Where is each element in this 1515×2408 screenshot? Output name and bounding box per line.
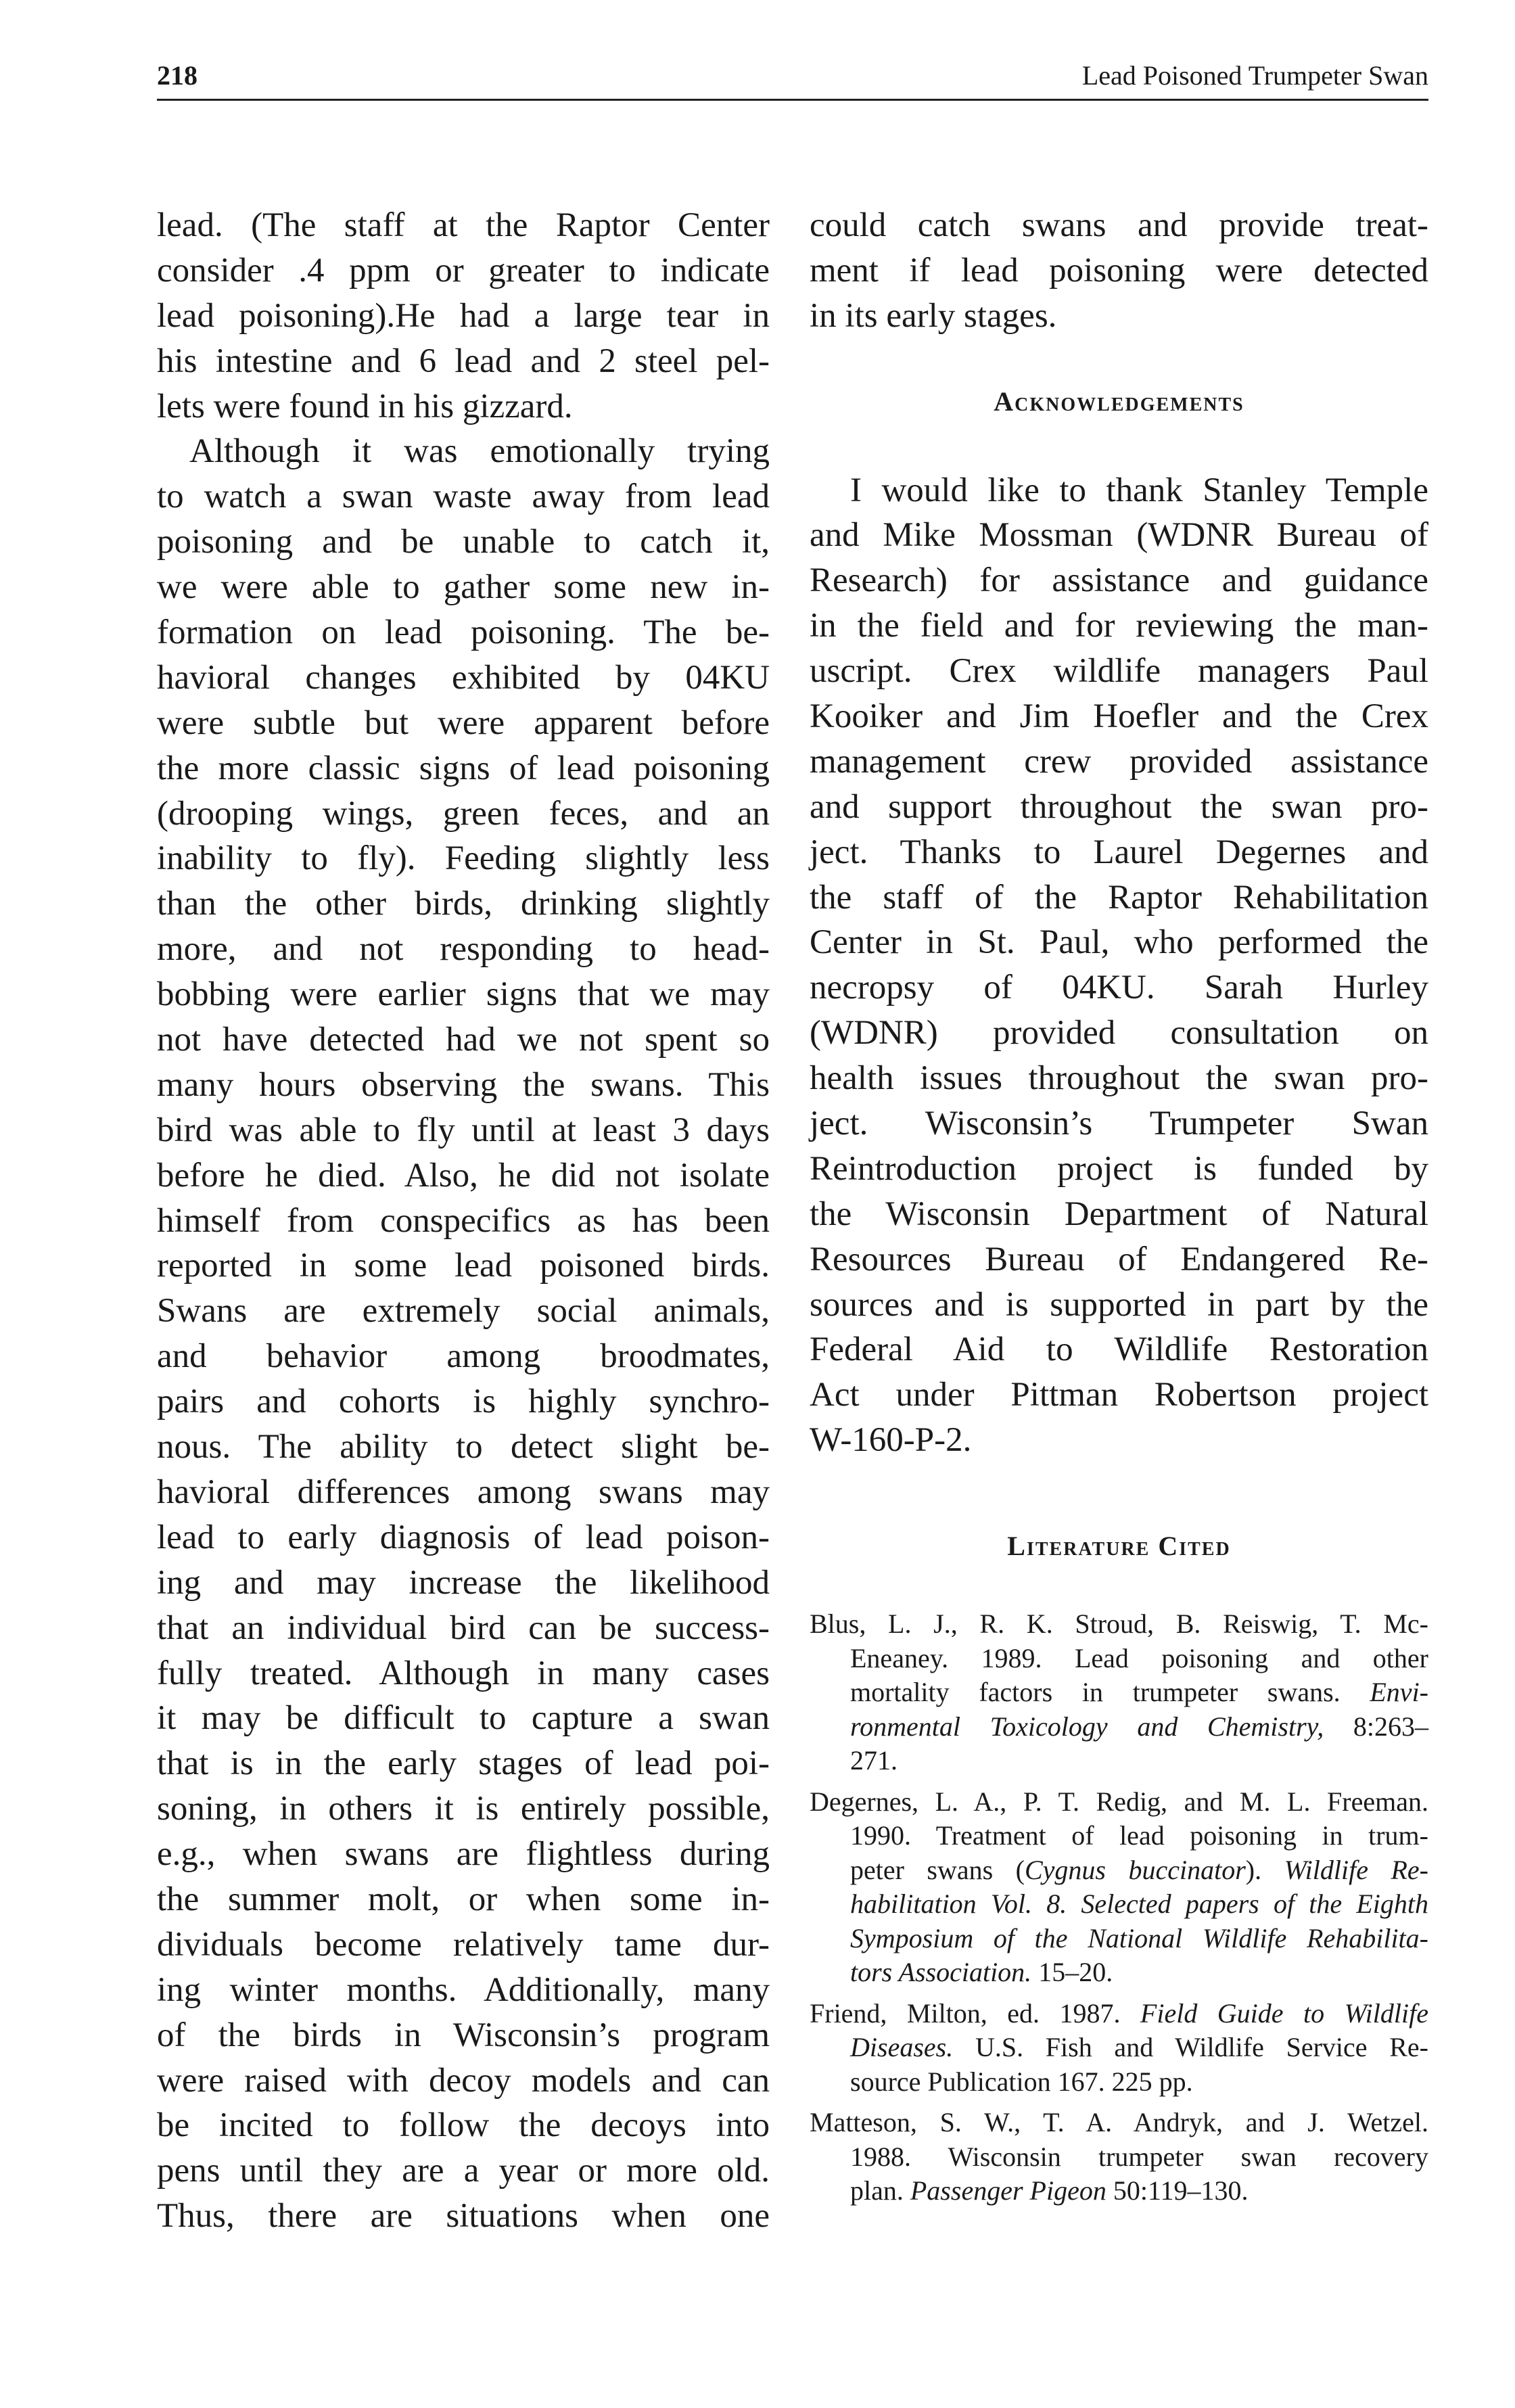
reference-list [810, 1607, 1428, 2208]
text-line: ject. Thanks to Laurel Degernes and [810, 833, 1428, 871]
text-line: dividuals become relatively tame dur- [157, 1925, 770, 1964]
text-line: reported in some lead poisoned birds. [157, 1247, 770, 1285]
text-line: 271. [850, 1745, 898, 1776]
text-line: havioral differences among swans may [157, 1473, 770, 1511]
text-line: fully treated. Although in many cases [157, 1654, 770, 1692]
text-line: the more classic signs of lead poisoning [157, 749, 770, 787]
text-line: lead poisoning).He had a large tear in [157, 296, 770, 335]
text-line: source Publication 167. 225 pp. [850, 2066, 1193, 2097]
text-line: not have detected had we not spent so [157, 1021, 770, 1059]
page-header [157, 60, 1428, 101]
text-line: be incited to follow the decoys into [157, 2106, 770, 2145]
text-line: (drooping wings, green feces, and an [157, 794, 770, 833]
text-line: the Wisconsin Department of Natural [810, 1195, 1428, 1233]
text-line: Thus, there are situations when one [157, 2197, 770, 2236]
text-line: soning, in others it is entirely possible, [157, 1790, 770, 1828]
text-line: 1990. Treatment of lead poisoning in trum- [850, 1820, 1428, 1851]
text-line: Symposium of the National Wildlife Rehabilita- [850, 1922, 1428, 1953]
text-line: Although it was emotionally trying [189, 432, 770, 471]
text-line: W-160-P-2. [810, 1421, 972, 1460]
literature-cited-heading: Literature Cited [1007, 1531, 1231, 1562]
right-column [810, 203, 1428, 2215]
reference-degernes [810, 1785, 1428, 1990]
text-line: e.g., when swans are flightless during [157, 1835, 770, 1874]
text-line: lets were found in his gizzard. [157, 387, 573, 425]
text-line: of the birds in Wisconsin’s program [157, 2016, 770, 2054]
text-line: in the field and for reviewing the man- [810, 607, 1428, 645]
text-line: uscript. Crex wildlife managers Paul [810, 652, 1428, 691]
text-line: Diseases. U.S. Fish and Wildlife Service Re- [850, 2032, 1428, 2063]
reference-blus [810, 1607, 1428, 1778]
text-line: pairs and cohorts is highly synchro- [157, 1383, 770, 1421]
text-line: peter swans (Cygnus buccinator). Wildlife Re- [850, 1854, 1428, 1885]
text-line: more, and not responding to head- [157, 930, 770, 969]
text-line: the summer molt, or when some in- [157, 1880, 770, 1918]
text-line: were subtle but were apparent before [157, 703, 770, 742]
text-line: Act under Pittman Robertson project [810, 1376, 1428, 1414]
text-line: Degernes, L. A., P. T. Redig, and M. L. Freeman. [810, 1786, 1428, 1817]
text-line: and Mike Mossman (WDNR Bureau of [810, 516, 1428, 555]
text-line: ject. Wisconsin’s Trumpeter Swan [810, 1105, 1428, 1143]
text-line: than the other birds, drinking slightly [157, 885, 770, 923]
text-line: the staff of the Raptor Rehabilitation [810, 878, 1428, 917]
text-line: that an individual bird can be success- [157, 1608, 770, 1647]
text-line: (WDNR) provided consultation on [810, 1014, 1428, 1052]
text-line: plan. Passenger Pigeon 50:119–130. [850, 2175, 1249, 2206]
text-line: ing winter months. Additionally, many [157, 1970, 770, 2009]
text-line: Eneaney. 1989. Lead poisoning and other [850, 1642, 1428, 1673]
text-line: to watch a swan waste away from lead [157, 478, 770, 516]
text-line: Kooiker and Jim Hoefler and the Crex [810, 697, 1428, 736]
text-line: management crew provided assistance [810, 742, 1428, 781]
text-line: Resources Bureau of Endangered Re- [810, 1240, 1428, 1278]
text-line: bird was able to fly until at least 3 days [157, 1111, 770, 1149]
paragraph-behavioral-observations [157, 429, 770, 2239]
text-line: Research) for assistance and guidance [810, 561, 1428, 600]
page-number: 218 [157, 60, 197, 91]
text-line: Matteson, S. W., T. A. Andryk, and J. Wetzel. [810, 2107, 1428, 2138]
text-line: health issues throughout the swan pro- [810, 1059, 1428, 1098]
text-line: formation on lead poisoning. The be- [157, 613, 770, 652]
text-line: ronmental Toxicology and Chemistry, 8:263– [850, 1711, 1428, 1742]
text-line: lead to early diagnosis of lead poison- [157, 1518, 770, 1556]
text-line: himself from conspecifics as has been [157, 1201, 770, 1240]
text-line: were raised with decoy models and can [157, 2061, 770, 2100]
text-line: ing and may increase the likelihood [157, 1563, 770, 1602]
paragraph-necropsy-result [157, 203, 770, 429]
text-line: in its early stages. [810, 296, 1057, 335]
text-line: Center in St. Paul, who performed the [810, 923, 1428, 962]
text-line: nous. The ability to detect slight be- [157, 1428, 770, 1466]
text-line: inability to fly). Feeding slightly less [157, 839, 770, 878]
text-line: Blus, L. J., R. K. Stroud, B. Reiswig, T. Mc- [810, 1608, 1428, 1640]
text-line: consider .4 ppm or greater to indicate [157, 251, 770, 290]
text-line: many hours observing the swans. This [157, 1065, 770, 1104]
paragraph-continuation [810, 203, 1428, 339]
text-line: we were able to gather some new in- [157, 568, 770, 607]
text-line: Friend, Milton, ed. 1987. Field Guide to Wildlife [810, 1997, 1429, 2029]
running-title: Lead Poisoned Trumpeter Swan [1081, 60, 1428, 91]
text-line: havioral changes exhibited by 04KU [157, 658, 770, 697]
text-line: and support throughout the swan pro- [810, 787, 1428, 826]
text-line: that is in the early stages of lead poi- [157, 1744, 770, 1783]
text-line: I would like to thank Stanley Temple [850, 471, 1428, 509]
text-line: 1988. Wisconsin trumpeter swan recovery [850, 2141, 1428, 2172]
text-line: his intestine and 6 lead and 2 steel pel- [157, 342, 770, 380]
text-line: mortality factors in trumpeter swans. Envi- [850, 1677, 1428, 1708]
text-line: poisoning and be unable to catch it, [157, 523, 770, 561]
reference-friend [810, 1997, 1428, 2100]
text-line: Federal Aid to Wildlife Restoration [810, 1330, 1428, 1369]
text-line: bobbing were earlier signs that we may [157, 975, 770, 1014]
acknowledgements-heading: Acknowledgements [994, 386, 1244, 417]
text-line: Reintroduction project is funded by [810, 1149, 1428, 1188]
text-line: Swans are extremely social animals, [157, 1292, 770, 1330]
text-line: and behavior among broodmates, [157, 1337, 770, 1376]
text-line: could catch swans and provide treat- [810, 206, 1428, 244]
text-line: ment if lead poisoning were detected [810, 251, 1428, 290]
text-line: necropsy of 04KU. Sarah Hurley [810, 969, 1428, 1007]
text-line: tors Association. 15–20. [850, 1957, 1113, 1988]
left-column [157, 203, 770, 2239]
text-line: habilitation Vol. 8. Selected papers of the Eighth [850, 1889, 1428, 1920]
paragraph-acknowledgements [810, 468, 1428, 1464]
text-line: lead. (The staff at the Raptor Center [157, 206, 770, 244]
text-line: it may be difficult to capture a swan [157, 1699, 770, 1738]
reference-matteson [810, 2106, 1428, 2208]
text-line: before he died. Also, he did not isolate [157, 1156, 770, 1195]
text-line: sources and is supported in part by the [810, 1285, 1428, 1324]
text-line: pens until they are a year or more old. [157, 2152, 770, 2190]
